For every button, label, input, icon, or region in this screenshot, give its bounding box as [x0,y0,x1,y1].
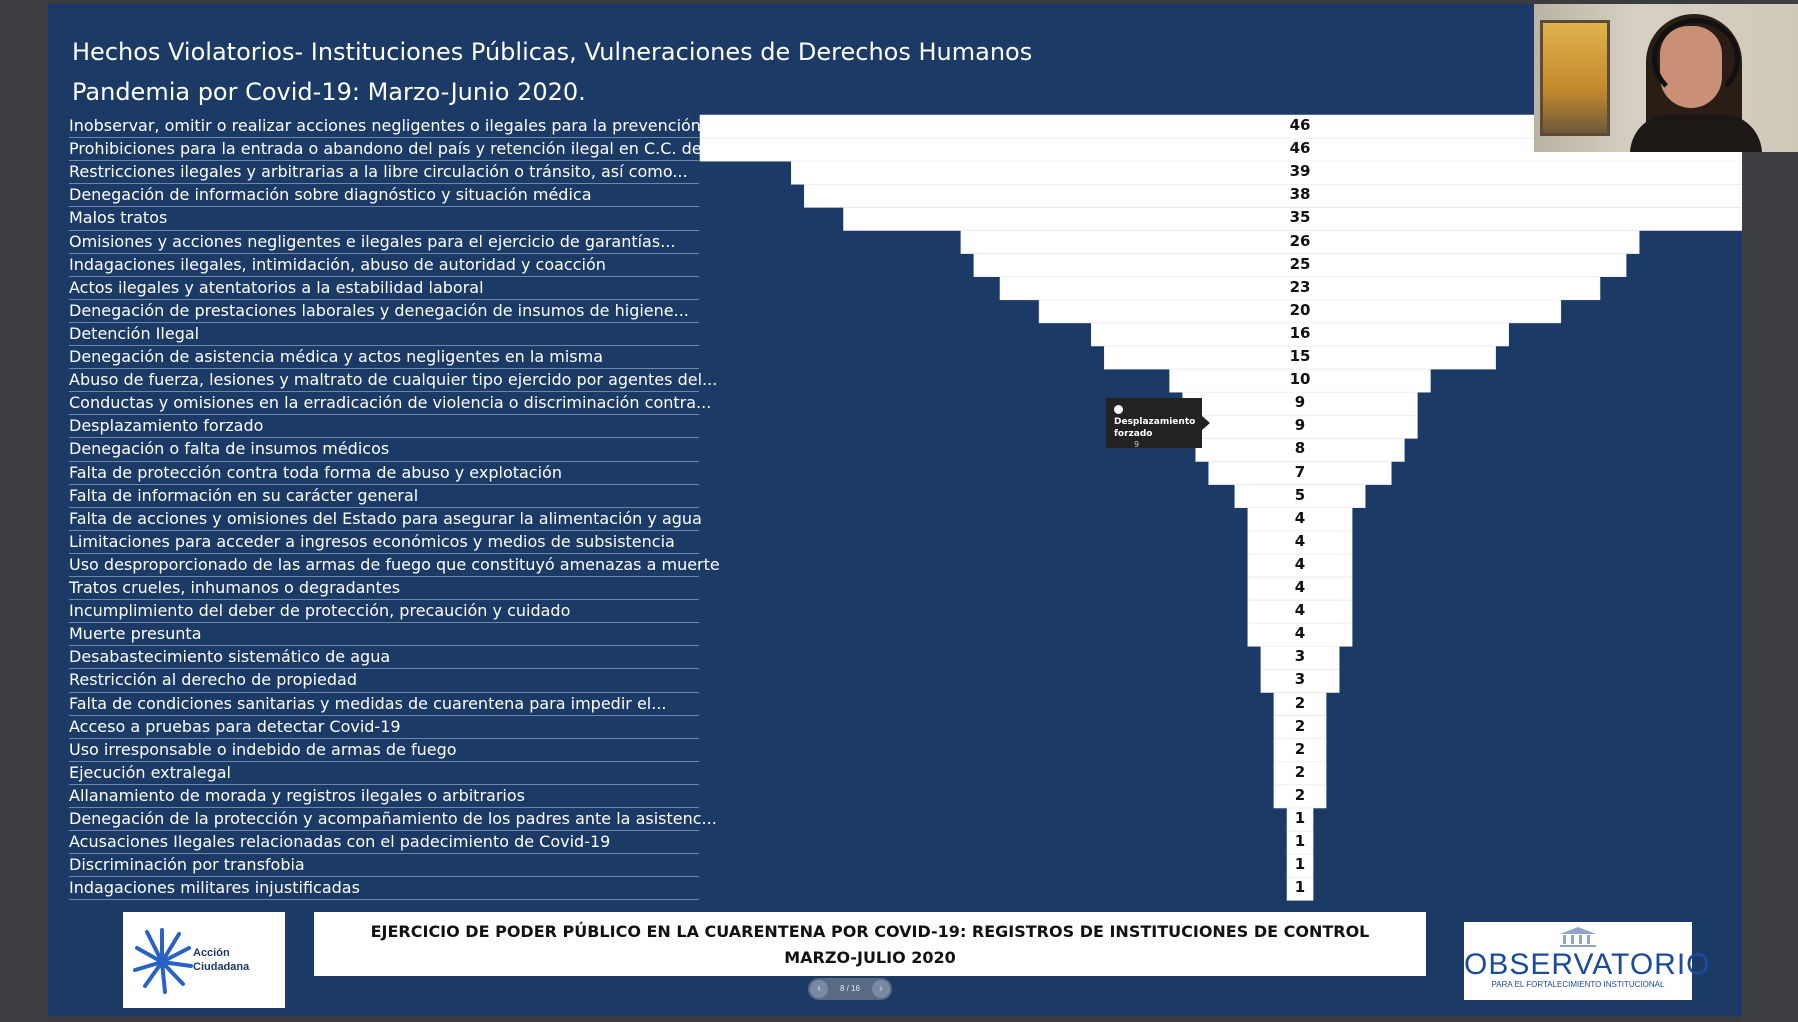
next-slide-button[interactable]: › [872,980,890,998]
category-label: Discriminación por transfobia [69,855,305,875]
accion-ciudadana-text [193,946,249,974]
value-label: 10 [1289,370,1311,389]
value-label: 5 [1294,485,1306,504]
banner-line1: EJERCICIO DE PODER PÚBLICO EN LA CUARENTENA POR COVID-19: REGISTROS DE INSTITUCIONES DE CONTROL [370,922,1370,941]
logo-left-line2: Ciudadana [193,961,250,973]
value-label: 8 [1294,439,1306,458]
category-label: Allanamiento de morada y registros ilegales o arbitrarios [69,785,525,805]
value-label: 4 [1294,578,1306,596]
value-label: 3 [1294,647,1306,666]
category-label: Falta de protección contra toda forma de abuso y explotación [69,462,562,482]
chart-tooltip [1106,398,1202,448]
value-label: 35 [1289,208,1311,227]
category-label: Falta de información en su carácter general [69,485,419,505]
value-label: 9 [1294,416,1306,435]
logo-left-line1: Acción [193,947,230,959]
category-label: Desplazamiento forzado [69,416,264,436]
presenter-body [1630,114,1762,152]
value-label: 38 [1289,185,1311,204]
tooltip-value: 9 [1134,440,1140,449]
category-label: Denegación de asistencia médica y actos negligentes en la misma [69,347,603,366]
value-label: 4 [1294,508,1306,527]
category-label: Incumplimiento del deber de protección, precaución y cuidado [69,601,571,621]
value-label: 1 [1294,809,1306,827]
value-label: 1 [1294,855,1306,874]
category-label: Denegación de prestaciones laborales y denegación de insumos de higiene... [69,300,689,320]
building-icon [1558,926,1598,948]
wall-painting [1540,20,1610,136]
category-label: Detención Ilegal [69,323,200,343]
category-label: Falta de condiciones sanitarias y medidas de cuarentena para impedir el... [69,693,667,713]
category-label: Denegación o falta de insumos médicos [69,439,390,459]
value-label: 1 [1294,878,1306,897]
funnel-segment[interactable] [791,161,1742,184]
value-label: 9 [1294,393,1306,412]
category-label: Ejecución extralegal [69,762,231,782]
category-label: Inobservar, omitir o realizar acciones negligentes o ilegales para la prevención... [69,116,717,135]
category-label: Actos ilegales y atentatorios a la estabilidad laboral [69,277,484,297]
previous-slide-button[interactable]: ‹ [810,980,828,998]
category-label: Conductas y omisiones en la erradicación de violencia o discriminación contra... [69,393,712,413]
tooltip-marker [1114,405,1123,414]
webcam-video [1534,4,1798,152]
value-label: 2 [1294,785,1306,804]
category-label: Restricciones ilegales y arbitrarias a la libre circulación o tránsito, así como... [69,162,688,182]
category-label: Prohibiciones para la entrada o abandono del país y retención ilegal en C.C. de... [69,139,717,159]
value-label: 2 [1294,716,1306,735]
value-label: 2 [1294,762,1306,781]
category-label: Uso desproporcionado de las armas de fuego que constituyó amenazas a muerte [69,554,720,574]
category-label: Denegación de la protección y acompañamiento de los padres ante la asistenc... [69,809,717,828]
row-separator [69,899,699,900]
value-label: 4 [1294,624,1306,643]
observatorio-subtitle: PARA EL FORTALECIMIENTO INSTITUCIONAL [1491,980,1665,989]
banner-line2: MARZO-JULIO 2020 [784,948,956,967]
observatorio-title: OBSERVATORIO [1464,948,1711,981]
funnel-segment[interactable] [804,184,1742,207]
value-label: 39 [1289,162,1311,181]
page-indicator: 8 / 16 [839,984,860,993]
accion-ciudadana-emblem [127,920,197,1000]
value-label: 16 [1289,323,1311,342]
category-label: Denegación de información sobre diagnóstico y situación médica [69,185,592,205]
value-label: 2 [1294,693,1306,712]
category-label: Tratos crueles, inhumanos o degradantes [69,578,401,597]
observatorio-logo [1464,922,1711,1000]
value-label: 15 [1289,347,1311,365]
headset-icon [1652,18,1740,100]
value-label: 25 [1289,254,1311,273]
value-label: 4 [1294,531,1306,550]
value-label: 23 [1289,277,1311,296]
slide-pager [808,978,892,1000]
category-label: Indagaciones militares injustificadas [69,878,360,898]
value-label: 3 [1294,670,1306,689]
tooltip-label: Desplazamiento forzado [1114,417,1196,439]
category-label: Muerte presunta [69,624,202,644]
category-label: Abuso de fuerza, lesiones y maltrato de cualquier tipo ejercido por agentes del... [69,370,718,390]
value-label: 4 [1294,601,1306,620]
slide-title-line1: Hechos Violatorios- Instituciones Públicas, Vulneraciones de Derechos Humanos [72,38,1033,66]
slide-title-line2: Pandemia por Covid-19: Marzo-Junio 2020. [72,78,586,106]
category-label: Omisiones y acciones negligentes e ilegales para el ejercicio de garantías... [69,231,676,251]
value-label: 7 [1294,462,1306,481]
footer-banner [314,912,1426,976]
value-label: 26 [1289,231,1311,250]
value-label: 1 [1294,832,1306,851]
value-label: 4 [1294,554,1306,573]
category-label: Uso irresponsable o indebido de armas de fuego [69,739,457,759]
window-frame-right [1742,0,1798,1022]
category-label: Malos tratos [69,208,168,228]
category-label: Restricción al derecho de propiedad [69,670,357,690]
value-label: 20 [1289,300,1311,319]
value-label: 46 [1289,139,1311,158]
category-label: Indagaciones ilegales, intimidación, abuso de autoridad y coacción [69,254,606,274]
accion-ciudadana-logo [123,912,285,1008]
value-label: 46 [1289,116,1311,134]
window-frame-left [0,0,48,1022]
category-label: Falta de acciones y omisiones del Estado para asegurar la alimentación y agua [69,508,702,528]
category-label: Acusaciones Ilegales relacionadas con el padecimiento de Covid-19 [69,832,611,852]
presentation-slide [48,4,1742,1016]
category-label: Limitaciones para acceder a ingresos económicos y medios de subsistencia [69,531,675,551]
category-label: Acceso a pruebas para detectar Covid-19 [69,716,401,736]
category-label: Desabastecimiento sistemático de agua [69,647,391,667]
value-label: 2 [1294,739,1306,758]
